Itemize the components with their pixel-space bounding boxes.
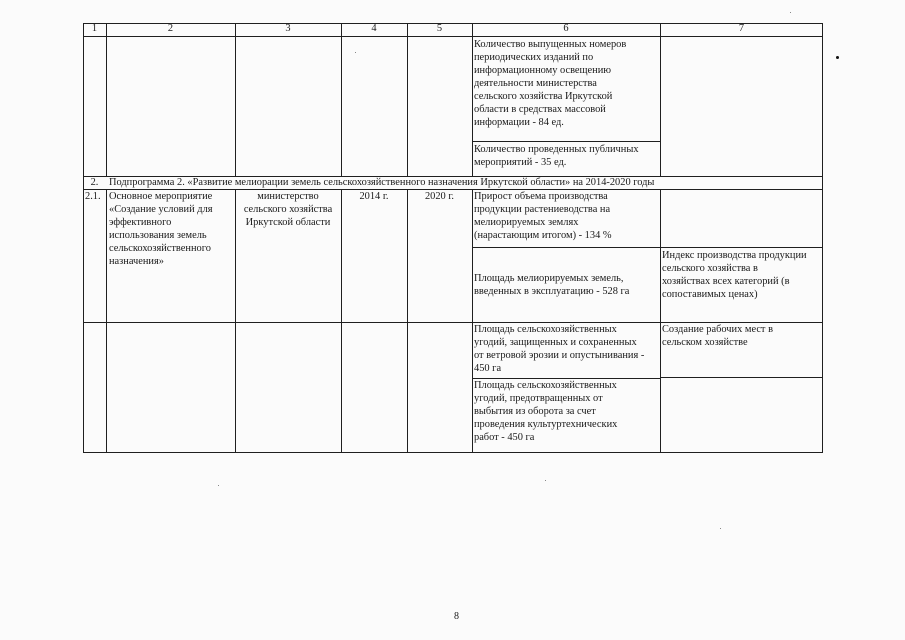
program-table <box>83 23 823 453</box>
cell-border <box>660 247 823 248</box>
measure-line: эффективного <box>109 217 172 228</box>
result-line: Прирост объема производства <box>474 191 608 202</box>
column-border <box>472 189 473 453</box>
indicator-line: мероприятий - 35 ед. <box>474 157 567 168</box>
measure-line: использования земель <box>109 230 207 241</box>
header-cell-4: 4 <box>371 23 377 34</box>
end-year: 2020 г. <box>424 191 455 202</box>
indicator-line: деятельности министерства <box>474 78 597 89</box>
result-line: введенных в эксплуатацию - 528 га <box>474 286 630 297</box>
column-border <box>660 189 661 453</box>
subprogram-title: Подпрограмма 2. «Развитие мелиорации земель сельскохозяйственного назначения Иркутской области» на 2014-2020 годы <box>109 177 655 188</box>
result-line: работ - 450 га <box>474 432 535 443</box>
header-cell-6: 6 <box>563 23 569 34</box>
indicator-line: области в средствах массовой <box>474 104 606 115</box>
start-year: 2014 г. <box>359 191 389 202</box>
executor-line: Иркутской области <box>245 217 331 228</box>
result-line: проведения культуртехнических <box>474 419 618 430</box>
column-border <box>106 189 107 453</box>
scan-speck <box>720 528 721 529</box>
result-line: (нарастающим итогом) - 134 % <box>474 230 612 241</box>
page-number: 8 <box>454 611 459 622</box>
cell-border <box>472 247 660 248</box>
target-line: Создание рабочих мест в <box>662 324 773 335</box>
subprogram-number: 2. <box>90 177 99 188</box>
column-border <box>407 23 408 176</box>
header-cell-2: 2 <box>167 23 174 34</box>
table-left-border <box>83 23 84 453</box>
indicator-line: периодических изданий по <box>474 52 594 63</box>
scan-speck <box>218 485 219 486</box>
result-line: 450 га <box>474 363 502 374</box>
indicator-line: информации - 84 ед. <box>474 117 564 128</box>
cell-border <box>660 377 823 378</box>
measure-line: Основное мероприятие <box>109 191 213 202</box>
column-border <box>341 23 342 176</box>
column-border <box>472 23 473 176</box>
executor-line: министерство <box>257 191 319 202</box>
measure-line: сельскохозяйственного <box>109 243 211 254</box>
scan-speck <box>545 480 546 481</box>
result-line: продукции растениеводства на <box>474 204 611 215</box>
header-cell-7: 7 <box>738 23 745 34</box>
column-border <box>407 189 408 453</box>
column-border <box>235 23 236 176</box>
table-right-border <box>822 23 823 453</box>
result-line: мелиорируемых землях <box>474 217 579 228</box>
measure-line: назначения» <box>109 256 164 267</box>
indicator-line: Количество выпущенных номеров <box>474 39 627 50</box>
header-cell-1: 1 <box>91 23 98 34</box>
column-border <box>341 189 342 453</box>
executor-line: сельского хозяйства <box>243 204 333 215</box>
result-line: угодий, предотвращенных от <box>474 393 603 404</box>
target-line: сельском хозяйстве <box>662 337 748 348</box>
target-line: хозяйствах всех категорий (в <box>662 276 790 287</box>
indicator-line: Количество проведенных публичных <box>474 144 639 155</box>
row-border <box>83 322 823 323</box>
indicator-line: сельского хозяйства Иркутской <box>474 91 613 102</box>
scan-speck <box>790 12 791 13</box>
target-line: сопоставимых ценах) <box>662 289 758 300</box>
target-line: Индекс производства продукции <box>662 250 807 261</box>
target-line: сельского хозяйства в <box>662 263 758 274</box>
table-bottom-border <box>83 452 823 453</box>
scan-speck <box>836 56 839 59</box>
result-line: от ветровой эрозии и опустынивания - <box>474 350 645 361</box>
header-cell-5: 5 <box>436 23 443 34</box>
measure-line: «Создание условий для <box>109 204 213 215</box>
result-line: Площадь мелиорируемых земель, <box>474 273 624 284</box>
result-line: выбытия из оборота за счет <box>474 406 596 417</box>
row-number: 2.1. <box>85 191 101 202</box>
header-cell-3: 3 <box>285 23 291 34</box>
result-line: угодий, защищенных и сохраненных <box>474 337 637 348</box>
cell-border <box>472 141 660 142</box>
result-line: Площадь сельскохозяйственных <box>474 380 617 391</box>
cell-border <box>472 378 660 379</box>
column-border <box>106 23 107 176</box>
column-border <box>660 23 661 176</box>
header-row-border <box>83 36 823 37</box>
scan-speck <box>355 52 356 53</box>
result-line: Площадь сельскохозяйственных <box>474 324 617 335</box>
indicator-line: информационному освещению <box>474 65 612 76</box>
